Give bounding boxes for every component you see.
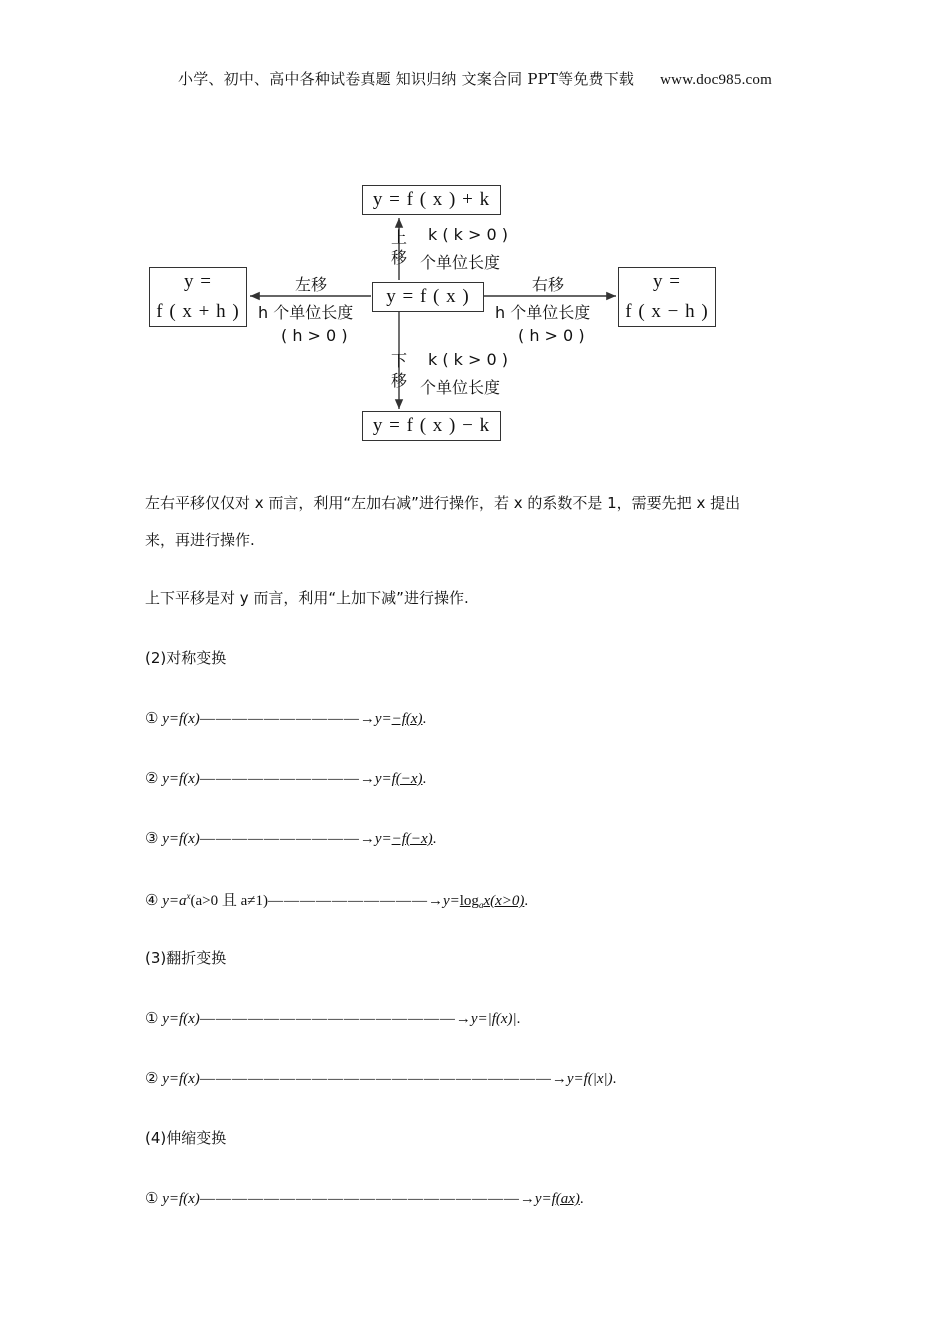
top-box: y = f ( x ) + k (362, 185, 501, 215)
p1-line2: 来，再进行操作. (145, 531, 255, 549)
s1-src: y=f(x) (162, 711, 200, 727)
left-box-line2: f ( x + h ) (156, 301, 240, 322)
stretch-line-1 (145, 1189, 584, 1208)
left-label: h 个单位长度 (258, 303, 354, 322)
f2-num: ② (145, 1071, 159, 1087)
s4-src-sup: x (186, 891, 191, 901)
s2-end: . (422, 771, 427, 787)
symmetry-line-3 (145, 829, 436, 848)
up-label2: 个单位长度 (420, 253, 501, 272)
s4-dst-pre: y= (442, 893, 460, 909)
paragraph-horizontal (145, 485, 815, 559)
s1-num: ① (145, 711, 159, 727)
s1-end: . (422, 711, 427, 727)
arrow-head-icon: → (427, 893, 443, 909)
page-header (0, 68, 950, 89)
s3-src: y=f(x) (162, 831, 200, 847)
t1-num: ① (145, 1191, 159, 1207)
s4-dashes: —————————— (267, 893, 428, 909)
right-box-line2: f ( x − h ) (625, 301, 709, 322)
f1-dashes: ———————————————— (199, 1011, 456, 1027)
center-box: y = f ( x ) (372, 282, 484, 312)
header-site[interactable]: www.doc985.com (660, 72, 772, 88)
up-char2: 移 (390, 248, 407, 267)
s4-num: ④ (145, 893, 159, 909)
t1-end: . (579, 1191, 584, 1207)
right-label: h 个单位长度 (495, 303, 591, 322)
s4-dst-rest: x(x>0) (483, 893, 525, 909)
f2-dst: y=f(|x|) (566, 1071, 613, 1087)
s1-dst-pre: y= (374, 711, 392, 727)
up-label1: k ( k > 0 ) (428, 225, 509, 244)
t1-dst-pre: y= (534, 1191, 552, 1207)
f1-num: ① (145, 1011, 159, 1027)
s3-end: . (432, 831, 437, 847)
s3-num: ③ (145, 831, 159, 847)
s3-dashes: —————————— (199, 831, 360, 847)
f1-src: y=f(x) (162, 1011, 200, 1027)
right-cond: ( h > 0 ) (518, 326, 585, 345)
bottom-box: y = f ( x ) − k (362, 411, 501, 441)
s2-dst: f(−x) (391, 771, 423, 787)
s4-dst (460, 893, 525, 909)
arrow-head-icon: → (455, 1011, 471, 1027)
s3-dst-pre: y= (374, 831, 392, 847)
right-box (618, 267, 716, 327)
f1-end: . (516, 1011, 521, 1027)
s1-dashes: —————————— (199, 711, 360, 727)
flip-line-2 (145, 1069, 616, 1088)
symmetry-line-2 (145, 769, 426, 788)
left-title: 左移 (295, 275, 328, 294)
paragraph-vertical: 上下平移是对 y 而言，利用“上加下减”进行操作. (145, 589, 469, 607)
down-char1: 下 (390, 351, 407, 370)
s2-dst-pre: y= (374, 771, 392, 787)
right-title: 右移 (532, 275, 565, 294)
s4-end: . (524, 893, 529, 909)
s1-dst: −f(x) (391, 711, 423, 727)
s4-dst-sub: a (478, 900, 484, 910)
right-box-line1: y = (653, 271, 681, 292)
translation-diagram (140, 178, 730, 453)
left-box-line1: y = (184, 271, 212, 292)
s2-num: ② (145, 771, 159, 787)
left-cond: ( h > 0 ) (281, 326, 348, 345)
s2-src: y=f(x) (162, 771, 200, 787)
t1-dst: f(ax) (551, 1191, 580, 1207)
f2-dashes: —————————————————————— (199, 1071, 552, 1087)
symmetry-title: (2)对称变换 (145, 649, 227, 667)
p1-line1: 左右平移仅仅对 x 而言，利用“左加右减”进行操作，若 x 的系数不是 1，需要先把 x 提出 (145, 494, 741, 512)
f2-src: y=f(x) (162, 1071, 200, 1087)
header-text: 小学、初中、高中各种试卷真题 知识归纳 文案合同 PPT等免费下载 (178, 70, 635, 88)
down-label1: k ( k > 0 ) (428, 350, 509, 369)
arrow-head-icon: → (359, 771, 375, 787)
t1-src: y=f(x) (162, 1191, 200, 1207)
t1-dashes: ———————————————————— (199, 1191, 520, 1207)
symmetry-line-1 (145, 709, 426, 728)
down-label2: 个单位长度 (420, 378, 501, 397)
arrow-head-icon: → (359, 831, 375, 847)
flip-title: (3)翻折变换 (145, 949, 227, 967)
s2-dashes: —————————— (199, 771, 360, 787)
f1-dst: y=|f(x)| (470, 1011, 517, 1027)
s4-src-cond: (a>0 且 a≠1) (190, 893, 268, 909)
down-char2: 移 (390, 371, 407, 390)
stretch-title: (4)伸缩变换 (145, 1129, 227, 1147)
arrow-head-icon: → (519, 1191, 535, 1207)
f2-end: . (612, 1071, 617, 1087)
flip-line-1 (145, 1009, 520, 1028)
up-char1: 上 (390, 228, 407, 247)
s4-dst-log: log (459, 893, 479, 909)
left-box (149, 267, 247, 327)
arrow-head-icon: → (551, 1071, 567, 1087)
s4-src-a: y=a (162, 893, 187, 909)
arrow-head-icon: → (359, 711, 375, 727)
symmetry-line-4 (145, 889, 528, 910)
s3-dst: −f(−x) (391, 831, 433, 847)
